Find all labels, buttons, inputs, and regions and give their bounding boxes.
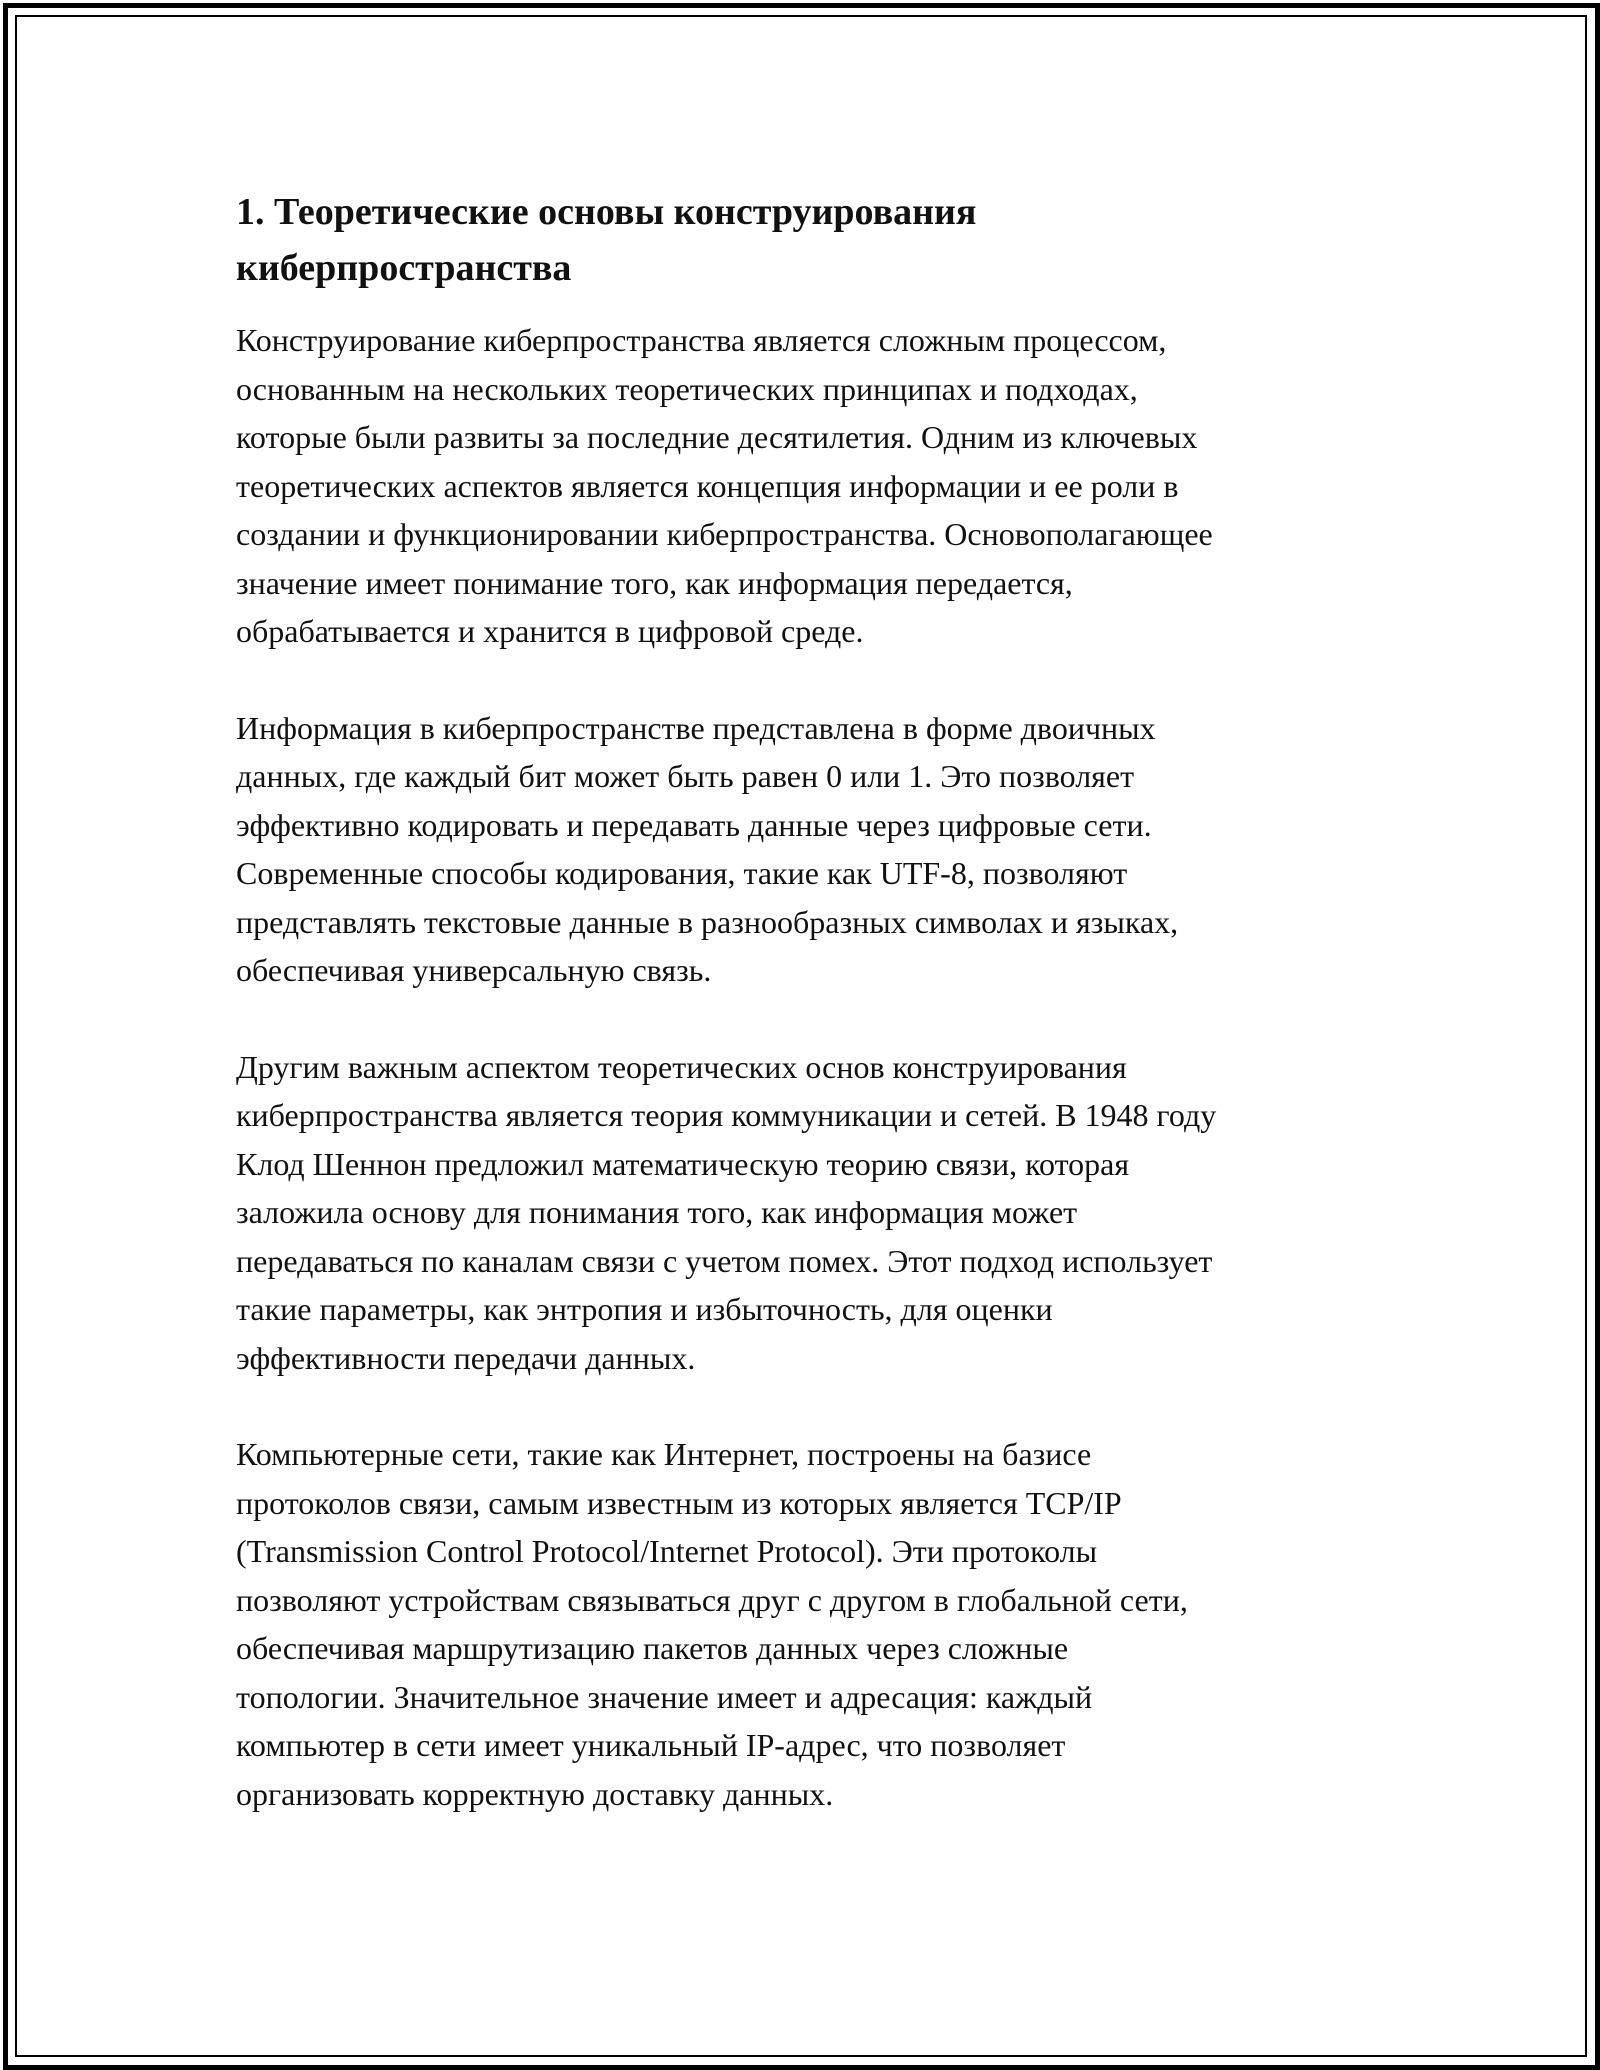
section-heading: 1. Теоретические основы конструирования киберпространства [236, 191, 977, 289]
paragraph-2: Информация в киберпространстве представлена в форме двоичных данных, где каждый бит может быть равен 0 или 1. Это позволяет эффективно кодировать и передавать данные через цифровые сети. Современные способы кодирования, такие как UTF-8, позволяют представлять текстовые данные в разнообразных символах и языках, обеспечивая универсальную связь. [236, 709, 1179, 988]
paragraph-4: Компьютерные сети, такие как Интернет, построены на базисе протоколов связи, самым известным из которых является TCP/IP (Transmission Control Protocol/Internet Protocol). Эти протоколы позволяют устройствам связываться друг с другом в глобальной сети, обеспечивая маршрутизацию пакетов данных через сложные топологии. Значительное значение имеет и адресация: каждый компьютер в сети имеет уникальный IP-адрес, что позволяет организовать корректную доставку данных. [236, 1436, 1188, 1812]
paragraph-3: Другим важным аспектом теоретических основ конструирования киберпространства является теория коммуникации и сетей. В 1948 году Клод Шеннон предложил математическую теорию связи, которая заложила основу для понимания того, как информация может передаваться по каналам связи с учетом помех. Этот подход использует такие параметры, как энтропия и избыточность, для оценки эффективности передачи данных. [236, 1048, 1217, 1376]
paragraph-1: Конструирование киберпространства является сложным процессом, основанным на нескольких теоретических принципах и подходах, которые были развиты за последние десятилетия. Одним из ключевых теоретических аспектов является концепция информации и ее роли в создании и функционировании киберпространства. Основополагающее значение имеет понимание того, как информация передается, обрабатывается и хранится в цифровой среде. [236, 322, 1213, 649]
document-body [236, 184, 1400, 1866]
